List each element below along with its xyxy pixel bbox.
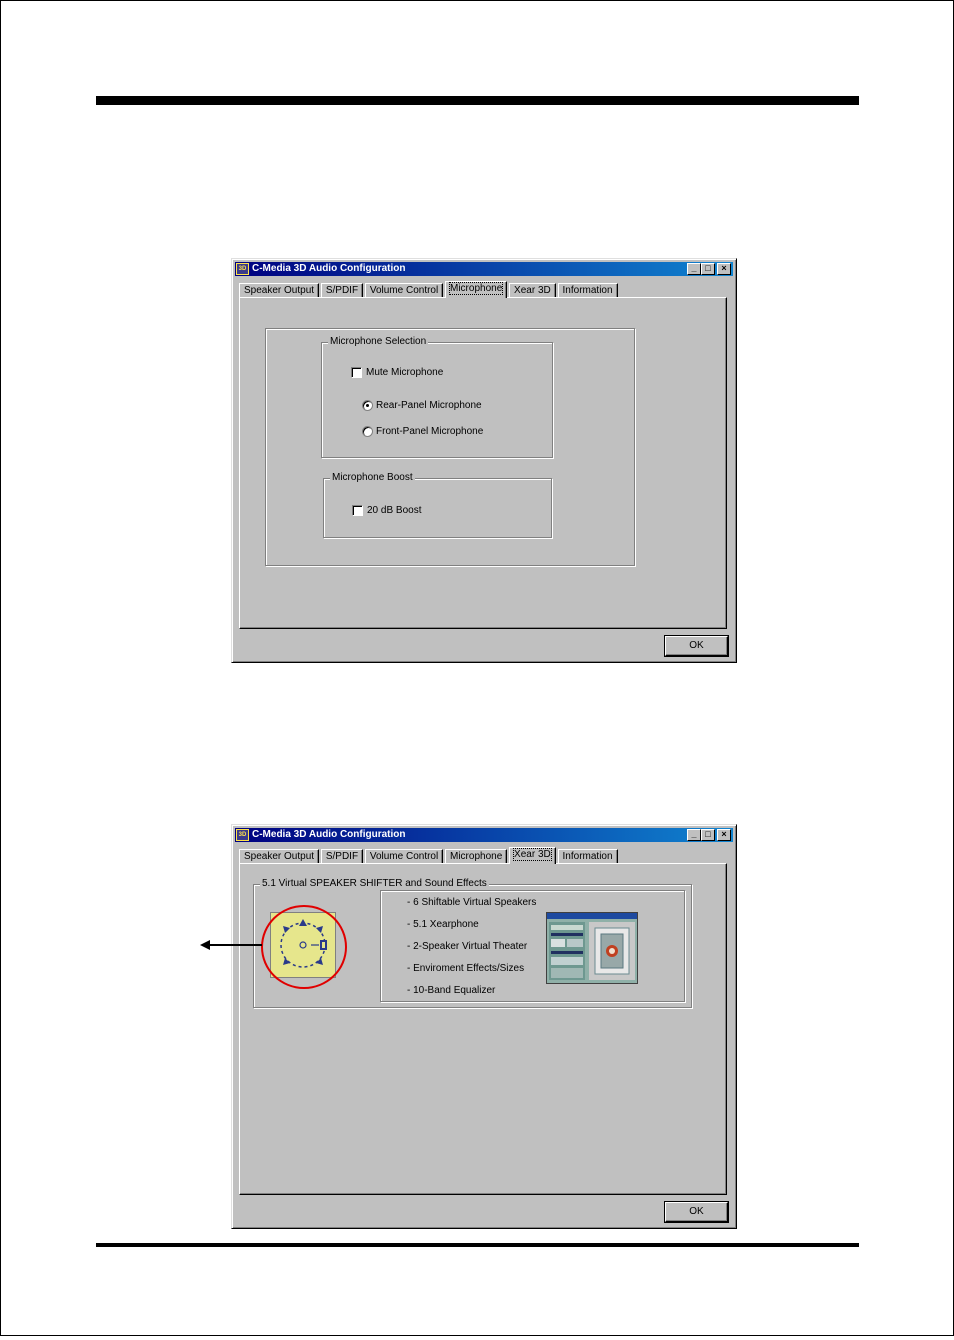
microphone-selection-group <box>321 336 553 458</box>
rear-panel-microphone-label[interactable]: Rear-Panel Microphone <box>376 400 482 411</box>
tab-microphone[interactable]: Microphone <box>445 281 507 298</box>
tab-speaker-output[interactable]: Speaker Output <box>239 849 319 864</box>
feature-item: - 6 Shiftable Virtual Speakers <box>407 897 537 908</box>
title-bar[interactable] <box>235 828 733 842</box>
microphone-boost-group <box>323 472 552 538</box>
close-icon[interactable]: × <box>717 829 731 841</box>
tab-strip <box>239 847 617 863</box>
tab-microphone[interactable]: Microphone <box>445 849 507 864</box>
rear-panel-microphone-radio[interactable] <box>362 400 373 411</box>
boost-checkbox[interactable] <box>352 505 363 516</box>
mute-microphone-label[interactable]: Mute Microphone <box>366 367 444 378</box>
window-title: C-Media 3D Audio Configuration <box>252 263 406 274</box>
close-icon[interactable]: × <box>717 263 731 275</box>
tab-panel <box>239 297 727 629</box>
maximize-icon[interactable]: □ <box>701 829 715 841</box>
window-title: C-Media 3D Audio Configuration <box>252 829 406 840</box>
microphone-config-window <box>231 258 737 663</box>
ok-button[interactable]: OK <box>665 1202 728 1222</box>
tab-spdif[interactable]: S/PDIF <box>321 849 363 864</box>
front-panel-microphone-radio[interactable] <box>362 426 373 437</box>
feature-item: - 10-Band Equalizer <box>407 985 496 996</box>
tab-information[interactable]: Information <box>558 283 618 298</box>
tab-strip <box>239 281 617 297</box>
tab-speaker-output[interactable]: Speaker Output <box>239 283 319 298</box>
app-icon[interactable]: 3D <box>236 829 249 841</box>
feature-item: - Enviroment Effects/Sizes <box>407 963 525 974</box>
microphone-selection-label: Microphone Selection <box>330 336 427 347</box>
feature-item: - 2-Speaker Virtual Theater <box>407 941 528 952</box>
maximize-icon[interactable]: □ <box>701 263 715 275</box>
xear-config-window <box>231 824 737 1229</box>
tab-xear-3d[interactable]: Xear 3D <box>509 283 556 298</box>
boost-label[interactable]: 20 dB Boost <box>367 505 422 516</box>
callout-circle <box>261 905 347 989</box>
mute-microphone-checkbox[interactable] <box>351 367 362 378</box>
tab-volume-control[interactable]: Volume Control <box>365 849 443 864</box>
microphone-boost-label: Microphone Boost <box>332 472 413 483</box>
arrow-left-icon <box>200 938 262 952</box>
tab-spdif[interactable]: S/PDIF <box>321 283 363 298</box>
ok-button[interactable]: OK <box>665 636 728 656</box>
front-panel-microphone-label[interactable]: Front-Panel Microphone <box>376 426 484 437</box>
tab-volume-control[interactable]: Volume Control <box>365 283 443 298</box>
title-bar[interactable] <box>235 262 733 276</box>
minimize-icon[interactable]: _ <box>687 829 701 841</box>
app-preview-thumbnail <box>546 912 638 984</box>
bottom-rule <box>96 1243 859 1247</box>
minimize-icon[interactable]: _ <box>687 263 701 275</box>
speaker-shifter-group-label: 5.1 Virtual SPEAKER SHIFTER and Sound Effects <box>262 878 487 889</box>
app-preview-graphic <box>547 913 637 983</box>
app-icon[interactable]: 3D <box>236 263 249 275</box>
feature-item: - 5.1 Xearphone <box>407 919 479 930</box>
tab-information[interactable]: Information <box>558 849 618 864</box>
top-rule <box>96 96 859 105</box>
tab-xear-3d[interactable]: Xear 3D <box>509 847 556 864</box>
